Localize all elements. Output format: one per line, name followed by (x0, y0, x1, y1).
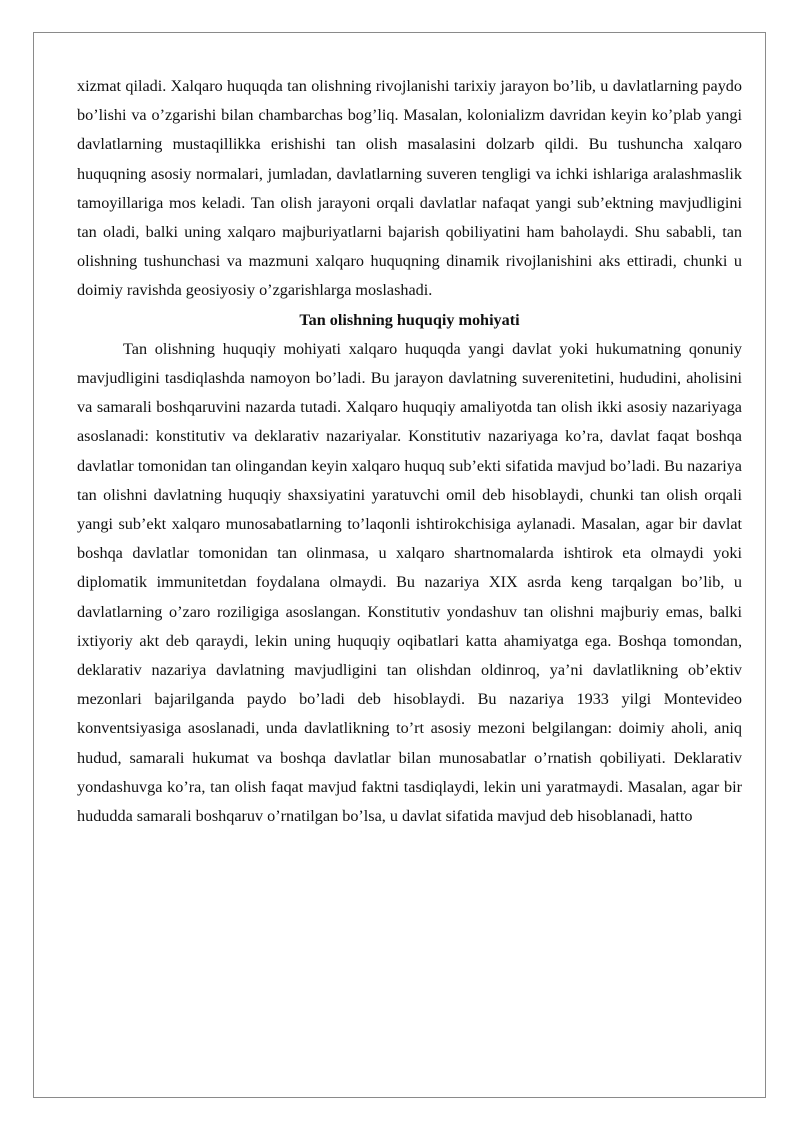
section-heading: Tan olishning huquqiy mohiyati (299, 310, 520, 329)
body-paragraph: xizmat qiladi. Xalqaro huquqda tan olishning rivojlanishi tarixiy jarayon bo’lib, u davlatlarning paydo bo’lishi va o’zgarishi bilan chambarchas bog’liq. Masalan, kolonializm davridan keyin ko’plab yangi davlatlarning mustaqillikka erishishi tan olish masalasini dolzarb qildi. Bu tushuncha xalqaro huquqning asosiy normalari, jumladan, davlatlarning suveren tengligi va ichki ishlariga aralashmaslik tamoyillariga mos keladi. Tan olish jarayoni orqali davlatlar nafaqat yangi sub’ektning mavjudligini tan oladi, balki uning xalqaro majburiyatlarni bajarish qobiliyatini ham baholaydi. Shu sababli, tan olishning tushunchasi va mazmuni xalqaro huquqning dinamik rivojlanishini aks ettiradi, chunki u doimiy ravishda geosiyosiy o’zgarishlarga moslashadi. (77, 77, 742, 300)
body-paragraph: Tan olishning huquqiy mohiyati xalqaro huquqda yangi davlat yoki hukumatning qonuniy mavjudligini tasdiqlashda namoyon bo’ladi. Bu jarayon davlatning suverenitetini, hududini, aholisini va samarali boshqaruvini nazarda tutadi. Xalqaro huquqiy amaliyotda tan olish ikki asosiy nazariyaga asoslanadi: konstitutiv va deklarativ nazariyalar. Konstitutiv nazariyaga ko’ra, davlat faqat boshqa davlatlar tomonidan tan olingandan keyin xalqaro huquq sub’ekti sifatida mavjud bo’ladi. Bu nazariya tan olishni davlatning huquqiy shaxsiyatini yaratuvchi omil deb hisoblaydi, chunki tan olish orqali yangi sub’ekt xalqaro munosabatlarning to’laqonli ishtirokchisiga aylanadi. Masalan, agar bir davlat boshqa davlatlar tomonidan tan olinmasa, u xalqaro shartnomalarda ishtirok eta olmaydi yoki diplomatik immunitetdan foydalana olmaydi. Bu nazariya XIX asrda keng tarqalgan bo’lib, u davlatlarning o’zaro roziligiga asoslangan. Konstitutiv yondashuv tan olishni majburiy emas, balki ixtiyoriy akt deb qaraydi, lekin uning huquqiy oqibatlari katta ahamiyatga ega. Boshqa tomondan, deklarativ nazariya davlatning mavjudligini tan olishdan oldinroq, ya’ni davlatlikning ob’ektiv mezonlari bajarilganda paydo bo’ladi deb hisoblaydi. Bu nazariya 1933 yilgi Montevideo konventsiyasiga asoslanadi, unda davlatlikning to’rt asosiy mezoni belgilangan: doimiy aholi, aniq hudud, samarali hukumat va boshqa davlatlar bilan munosabatlar o’rnatish qobiliyati. Deklarativ yondashuvga ko’ra, tan olish faqat mavjud faktni tasdiqlaydi, lekin uni yaratmaydi. Masalan, agar bir hududda samarali boshqaruv o’rnatilgan bo’lsa, u davlat sifatida mavjud deb hisoblanadi, hatto (77, 339, 742, 826)
document-body (77, 72, 742, 831)
